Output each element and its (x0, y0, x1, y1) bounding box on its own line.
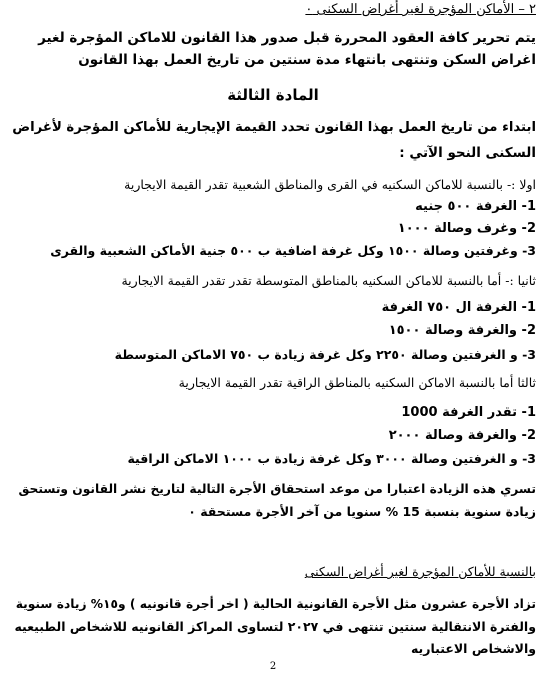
article-text-line-1: ابتداء من تاريخ العمل بهذا القانون تحدد القيمة الإيجارية للأماكن المؤجرة لأغراض (12, 120, 536, 135)
increase-line-1: تسري هذه الزيادة اعتبارا من موعد استحقاق الأجرة التالية لتاريخ نشر القانون وتستحق (18, 482, 536, 496)
section-2-item-3: 3- و الغرفتين وصالة ٢٢٥٠ وكل غرفة زيادة ب ٧٥٠ الاماكن المتوسطة (114, 347, 536, 362)
section-header: ٢ – الأماكن المؤجرة لغير أغراض السكنى ٠ (305, 2, 536, 17)
section-2-item-2: 2- والغرفة وصالة ١٥٠٠ (388, 323, 536, 338)
nonresidential-line-1: تزاد الأجرة عشرون مثل الأجرة القانونية الحالية ( اخر أجرة قانونيه ) و١٥% زيادة سنوية (15, 597, 536, 611)
increase-line-2: زيادة سنوية بنسبة 15 % سنويا من آخر الأجرة مستحقة ٠ (188, 504, 536, 519)
page-number: 2 (269, 661, 277, 672)
section-1-item-2: 2- وغرف وصالة ١٠٠٠ (397, 221, 536, 236)
article-text-line-2: السكنى النحو الآتي : (399, 145, 536, 161)
section-3-item-3: 3- و الغرفتين وصالة ٣٠٠٠ وكل غرفة زيادة ب ١٠٠٠ الاماكن الراقية (127, 451, 536, 466)
section-1-item-3: 3- وغرفتين وصالة ١٥٠٠ وكل غرفة اضافية ب ٥٠٠ جنية الأماكن الشعبية والقرى (50, 243, 536, 258)
section-1-item-1: 1- الغرفة ٥٠٠ جنيه (415, 199, 536, 214)
section-3-item-1: 1- تقدر الغرفة 1000 (401, 405, 536, 420)
article-title: المادة الثالثة (227, 86, 319, 104)
nonresidential-heading: بالنسبة للأماكن المؤجرة لغير أغراض السكنى (304, 564, 536, 579)
nonresidential-line-2: والفترة الانتقالية سنتين تنتهى في ٢٠٢٧ لتساوى المراكز القانونيه للاشخاص الطبيعيه (14, 619, 536, 634)
nonresidential-line-3: والاشخاص الاعتباريه (410, 641, 536, 656)
section-2-item-1: 1- الغرفة ال ٧٥٠ الغرفة (381, 300, 536, 315)
section-2-heading: ثانيا :- أما بالنسبة للاماكن السكنيه بالمناطق المتوسطة تقدر تقدر القيمة الايجارية (121, 273, 536, 288)
section-3-heading: ثالثا أما بالنسبة الاماكن السكنيه بالمناطق الراقية تقدر القيمة الايجارية (178, 375, 536, 390)
intro-line-2: اغراض السكن وتنتهى بانتهاء مدة سنتين من تاريخ العمل بهذا القانون (78, 52, 536, 68)
intro-line-1: يتم تحرير كافة العقود المحررة قبل صدور هذا القانون للاماكن المؤجرة لغير (38, 30, 536, 46)
section-1-heading: اولا :- بالنسبة للاماكن السكنيه في القرى والمناطق الشعبية تقدر القيمة الايجارية (124, 177, 536, 192)
section-3-item-2: 2- والغرفة وصالة ٢٠٠٠ (388, 428, 536, 443)
